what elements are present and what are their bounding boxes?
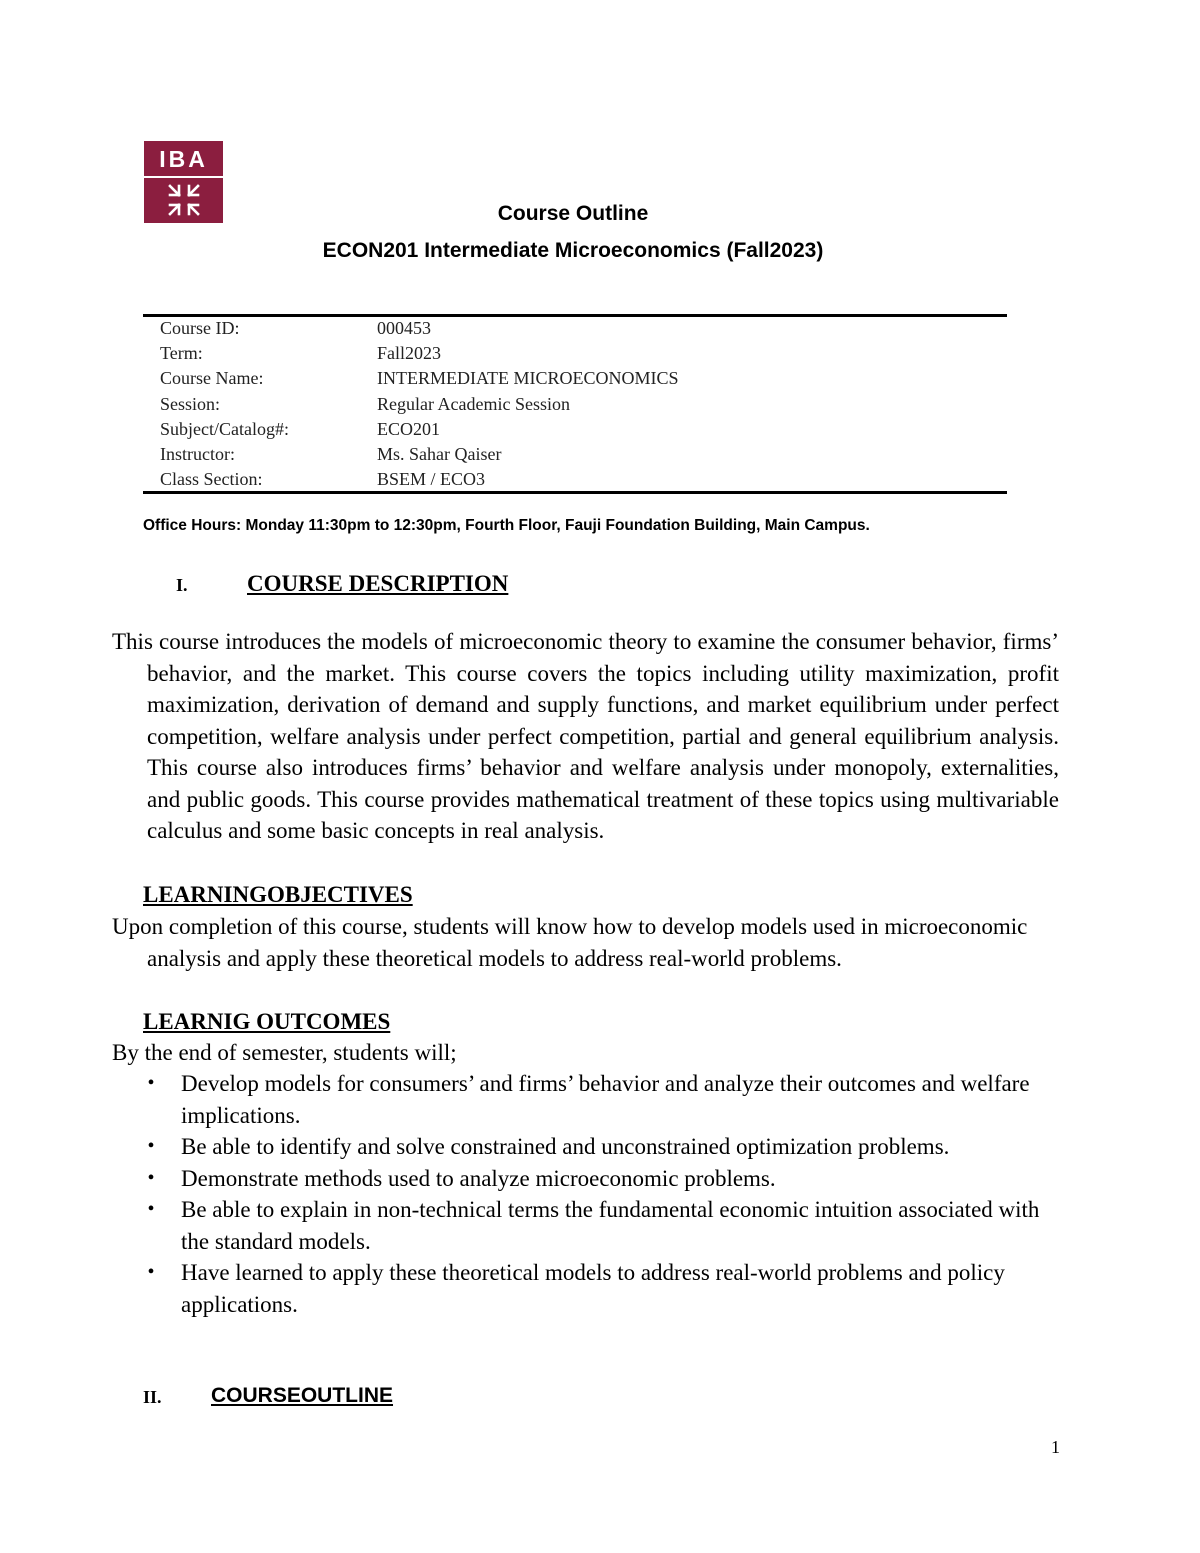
- learning-outcomes-list: [146, 1068, 1056, 1320]
- list-item: [146, 1131, 1056, 1163]
- logo-text: IBA: [159, 146, 208, 172]
- info-value: Regular Academic Session: [377, 393, 570, 414]
- learning-objectives-text: Upon completion of this course, students will know how to develop models used in microeconomic analysis and apply these theoretical models to address real-world problems.: [112, 914, 1028, 971]
- info-value: Fall2023: [377, 343, 442, 364]
- bullet-icon: •: [147, 1135, 155, 1157]
- list-item-text: Demonstrate methods used to analyze microeconomic problems.: [181, 1165, 776, 1191]
- list-item: [146, 1163, 1056, 1195]
- info-row-subject-catalog: [160, 417, 679, 442]
- course-title: ECON201 Intermediate Microeconomics (Fall2023): [322, 239, 824, 262]
- info-row-course-id: [160, 316, 679, 341]
- info-label: Session:: [160, 393, 221, 414]
- section-2-numeral: II.: [143, 1387, 162, 1407]
- info-value: BSEM / ECO3: [377, 469, 486, 490]
- learning-outcomes-intro: By the end of semester, students will;: [112, 1040, 457, 1065]
- list-item: [146, 1068, 1056, 1131]
- logo-divider: [144, 176, 223, 178]
- list-item-text: Have learned to apply these theoretical models to address real-world problems and policy applications.: [181, 1260, 1005, 1317]
- office-hours: Office Hours: Monday 11:30pm to 12:30pm, Fourth Floor, Fauji Foundation Building, Main Campus.: [143, 517, 870, 534]
- info-label: Class Section:: [160, 469, 263, 490]
- info-row-instructor: [160, 442, 679, 467]
- info-label: Term:: [160, 343, 203, 364]
- section-2-heading: COURSEOUTLINE: [211, 1384, 394, 1407]
- page-number: 1: [1051, 1437, 1060, 1457]
- list-item: [146, 1194, 1056, 1257]
- bullet-icon: •: [147, 1261, 155, 1283]
- section-1-heading: COURSE DESCRIPTION: [247, 571, 509, 596]
- info-row-session: [160, 392, 679, 417]
- list-item-text: Develop models for consumers’ and firms’ behavior and analyze their outcomes and welfare implications.: [181, 1071, 1030, 1128]
- info-row-class-section: [160, 467, 679, 492]
- info-label: Subject/Catalog#:: [160, 418, 289, 439]
- list-item: [146, 1257, 1056, 1320]
- learning-outcomes-heading: LEARNIG OUTCOMES: [143, 1009, 391, 1034]
- info-label: Course ID:: [160, 318, 240, 338]
- info-row-term: [160, 341, 679, 366]
- info-label: Course Name:: [160, 368, 264, 389]
- bullet-icon: •: [147, 1198, 155, 1220]
- document-title: Course Outline: [497, 202, 649, 225]
- info-label: Instructor:: [160, 443, 235, 464]
- section-1-numeral: I.: [176, 575, 188, 595]
- course-description: This course introduces the models of microeconomic theory to examine the consumer behavior, firms’ behavior, and the market. This course covers the topics including utility maximization, profit maximization, derivation of demand and supply functions, and market equilibrium under perfect competition, welfare analysis under perfect competition, partial and general equilibrium analysis. This course also introduces firms’ behavior and welfare analysis under monopoly, externalities, and public goods. This course provides mathematical treatment of these topics using multivariable calculus and some basic concepts in real analysis.: [112, 629, 1059, 843]
- learning-objectives-heading: LEARNINGOBJECTIVES: [143, 882, 413, 907]
- bullet-icon: •: [147, 1072, 155, 1094]
- info-value: 000453: [377, 318, 431, 338]
- course-info-table: [160, 316, 679, 492]
- info-value: Ms. Sahar Qaiser: [377, 443, 502, 464]
- info-value: ECO201: [377, 418, 440, 439]
- info-value: INTERMEDIATE MICROECONOMICS: [377, 368, 679, 389]
- table-bottom-rule: [143, 491, 1007, 494]
- bullet-icon: •: [147, 1166, 155, 1189]
- list-item-text: Be able to identify and solve constrained and unconstrained optimization problems.: [181, 1134, 950, 1159]
- info-row-course-name: [160, 366, 679, 391]
- list-item-text: Be able to explain in non-technical terms the fundamental economic intuition associated with the standard models.: [181, 1197, 1040, 1254]
